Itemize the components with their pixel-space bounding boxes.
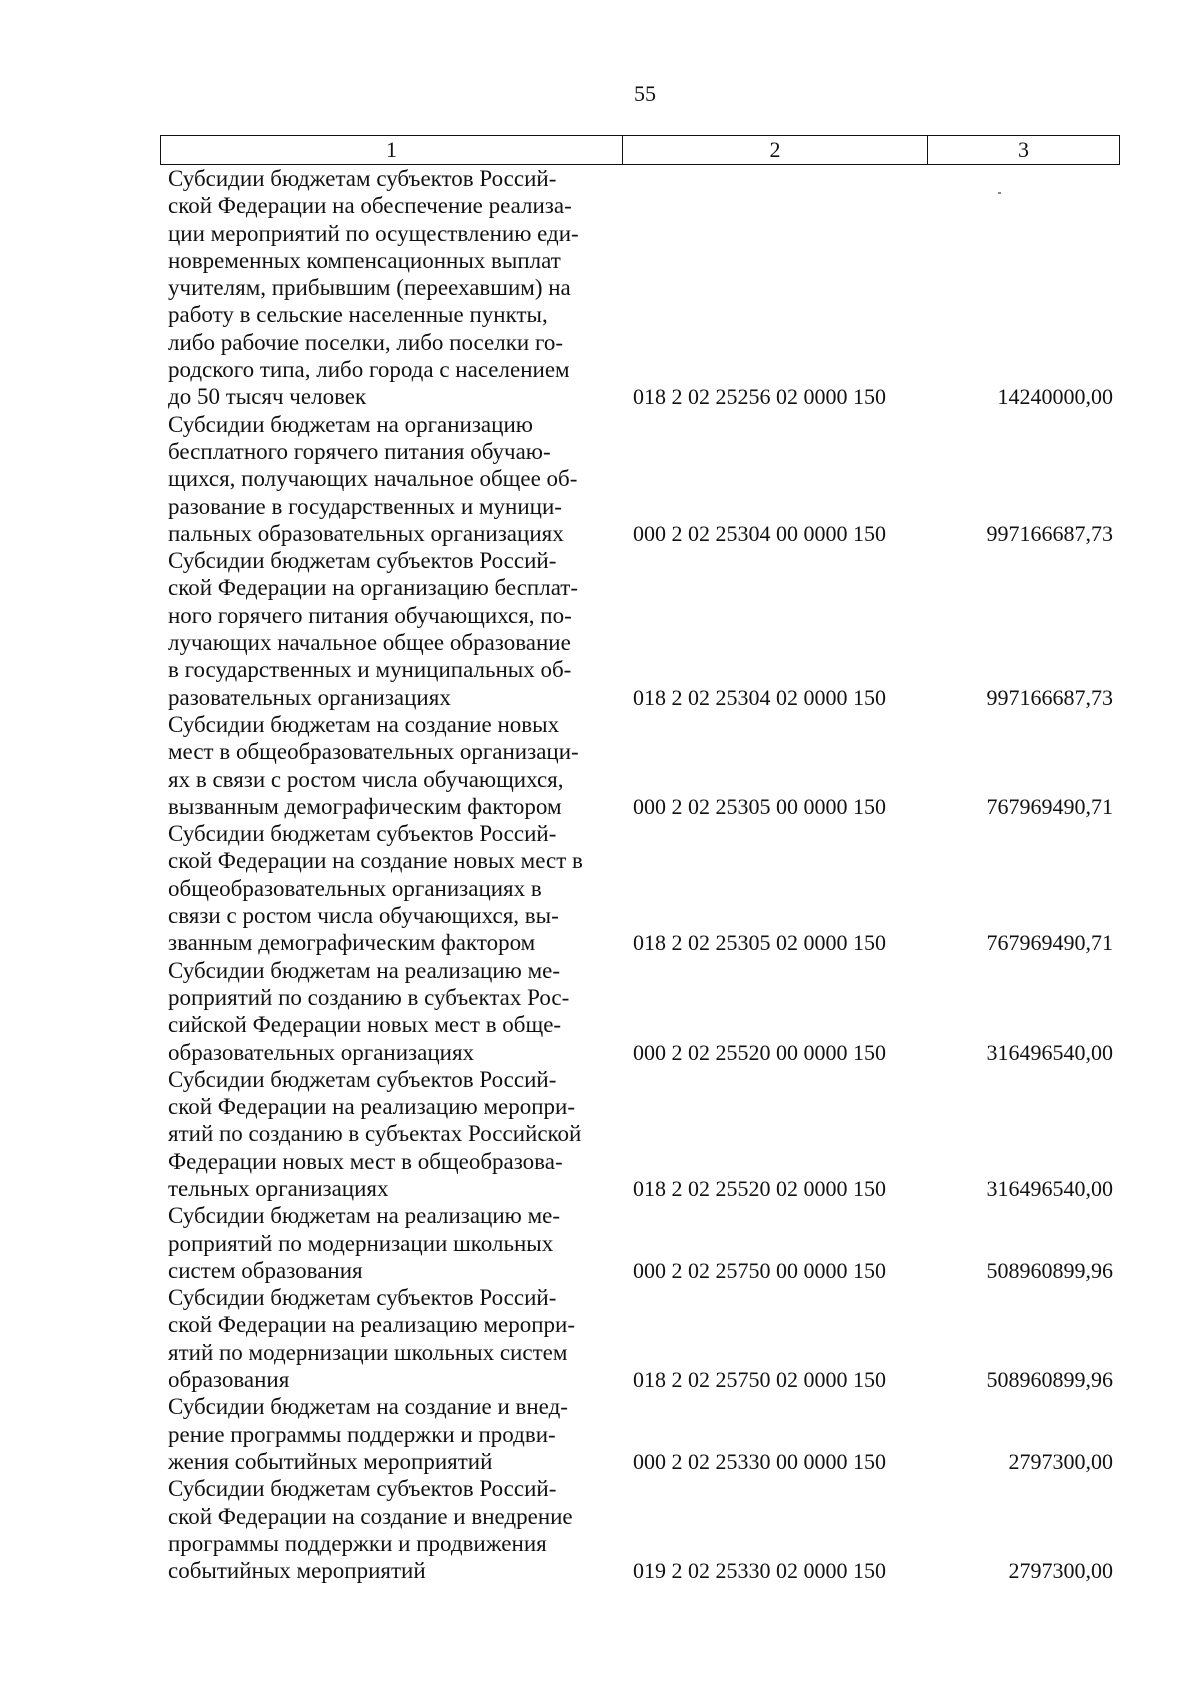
row-description: Субсидии бюджетам на создание новых мест в общеобразовательных организаци- ях в связи с ростом числа обучающихся, вызванным демографическим фактором <box>168 711 579 819</box>
row-code: 018 2 02 25256 02 0000 150 <box>633 384 886 410</box>
table-row <box>168 957 1128 1066</box>
table-row <box>168 820 1128 956</box>
row-description: Субсидии бюджетам субъектов Россий- ской Федерации на реализацию меропри- ятий по созданию в субъектах Российской Федерации новых мест в общеобразова- тельных организациях <box>168 1066 582 1201</box>
row-amount: 2797300,00 <box>1008 1448 1113 1474</box>
row-amount: 316496540,00 <box>986 1175 1113 1201</box>
row-code: 000 2 02 25305 00 0000 150 <box>633 793 886 819</box>
row-description: Субсидии бюджетам субъектов Россий- ской Федерации на организацию бесплат- ного горячего питания обучающихся, по- лучающих начальное общее образование в государственных и муниципальных об- разовательных организациях <box>168 548 579 710</box>
row-description: Субсидии бюджетам на реализацию ме- роприятий по модернизации школьных систем образования <box>168 1203 561 1283</box>
table-row <box>168 165 1128 411</box>
table-row <box>168 1393 1128 1475</box>
row-code: 000 2 02 25520 00 0000 150 <box>633 1039 886 1065</box>
row-code: 000 2 02 25330 00 0000 150 <box>633 1448 886 1474</box>
table-row <box>168 711 1128 820</box>
row-description: Субсидии бюджетам субъектов Россий- ской Федерации на обеспечение реализа- ции мероприятий по осуществлению еди- новременных компенсационных выплат учителям, прибывшим (переехавшим) на работу в сельские населенные пункты, либо рабочие поселки, либо поселки го- родского типа, либо города с населением до 50 тысяч человек <box>168 166 579 410</box>
row-description: Субсидии бюджетам на создание и внед- рение программы поддержки и продви- жения событийных мероприятий <box>168 1394 568 1474</box>
row-description: Субсидии бюджетам на реализацию ме- роприятий по созданию в субъектах Рос- сийской Федерации новых мест в обще- образовательных организациях <box>168 957 570 1065</box>
row-code: 018 2 02 25520 02 0000 150 <box>633 1175 886 1201</box>
row-code: 000 2 02 25304 00 0000 150 <box>633 520 886 546</box>
table-row <box>168 1284 1128 1393</box>
table-row <box>168 1202 1128 1284</box>
row-description: Субсидии бюджетам субъектов Россий- ской Федерации на создание новых мест в общеобразовательных организациях в связи с ростом числа обучающихся, вы- званным демографическим фактором <box>168 821 583 956</box>
row-amount: 767969490,71 <box>986 930 1113 956</box>
table-row <box>168 411 1128 547</box>
table-header <box>160 135 1120 165</box>
header-column-1: 1 <box>161 136 623 164</box>
row-amount: 997166687,73 <box>986 684 1113 710</box>
header-column-2: 2 <box>623 136 928 164</box>
row-amount: 508960899,96 <box>986 1257 1113 1283</box>
row-amount: 14240000,00 <box>997 384 1113 410</box>
row-amount: 997166687,73 <box>986 520 1113 546</box>
row-amount: 508960899,96 <box>986 1367 1113 1393</box>
table-row <box>168 547 1128 711</box>
row-amount: 316496540,00 <box>986 1039 1113 1065</box>
row-amount: 767969490,71 <box>986 793 1113 819</box>
row-code: 019 2 02 25330 02 0000 150 <box>633 1558 886 1584</box>
table-row <box>168 1066 1128 1202</box>
row-amount: 2797300,00 <box>1008 1558 1113 1584</box>
table-row <box>168 1475 1128 1584</box>
row-code: 018 2 02 25750 02 0000 150 <box>633 1367 886 1393</box>
page-number: 55 <box>634 81 656 106</box>
header-column-3: 3 <box>1018 137 1029 162</box>
row-code: 018 2 02 25304 02 0000 150 <box>633 684 886 710</box>
row-code: 000 2 02 25750 00 0000 150 <box>633 1257 886 1283</box>
row-code: 018 2 02 25305 02 0000 150 <box>633 930 886 956</box>
row-description: Субсидии бюджетам субъектов Россий- ской Федерации на реализацию меропри- ятий по модернизации школьных систем образования <box>168 1285 575 1393</box>
row-description: Субсидии бюджетам субъектов Россий- ской Федерации на создание и внедрение программы поддержки и продвижения событийных мероприятий <box>168 1476 573 1584</box>
table-body <box>168 165 1128 1584</box>
row-description: Субсидии бюджетам на организацию бесплатного горячего питания обучаю- щихся, получающих начальное общее об- разование в государственных и муници- пальных образовательных организациях <box>168 411 578 546</box>
